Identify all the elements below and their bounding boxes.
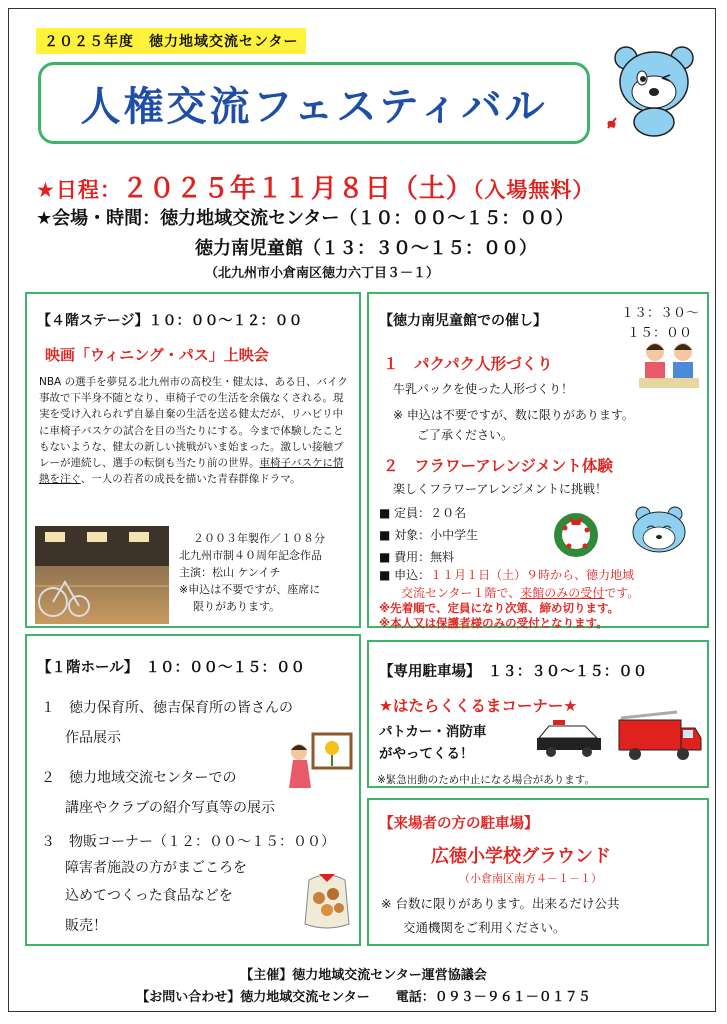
floor1-item1-b: 作品展示 bbox=[65, 730, 121, 746]
venue-line-2: 徳力南児童館（１３：３０～１５：００） bbox=[195, 238, 537, 259]
floor1-item2-a: ２ 徳力地域交流センターでの bbox=[41, 770, 237, 786]
flower-title: ２ フラワーアレンジメント体験 bbox=[383, 457, 613, 475]
hall-header: 【徳力南児童館での催し】 bbox=[379, 313, 547, 329]
credit-note-2: 限りがあります。 bbox=[193, 600, 281, 613]
admission-free: （入場無料） bbox=[472, 178, 595, 202]
date-value: ２０２５年１１月８日（土） bbox=[121, 174, 473, 204]
puppet-note-2: ご了承ください。 bbox=[417, 428, 514, 442]
movie-description bbox=[39, 374, 351, 487]
flower-apply bbox=[379, 566, 634, 583]
floor1-item3-c: 込めてつくった食品などを bbox=[65, 888, 233, 904]
flower-note-b: ※本人又は保護者様のみの受付となります。 bbox=[379, 616, 608, 630]
food-bag-icon bbox=[299, 862, 355, 930]
visitor-place: 広徳小学校グラウンド bbox=[431, 846, 611, 867]
title-box bbox=[38, 62, 590, 144]
hall-time-2: １５：００ bbox=[627, 326, 693, 341]
floor1-item3-b: 障害者施設の方がまごころを bbox=[65, 860, 247, 876]
festival-title: 人権交流フェスティバル bbox=[80, 83, 548, 130]
puppet-note-1: ※ 申込は不要ですが、数に限りがあります。 bbox=[393, 408, 634, 422]
movie-title: 映画「ウィニング・パス」上映会 bbox=[45, 346, 269, 364]
visitor-parking-section bbox=[367, 798, 709, 946]
stage-section bbox=[25, 292, 361, 628]
movie-desc-underline: 車椅子バスケに情熱を注ぐ bbox=[39, 457, 344, 486]
kids-crafting-icon bbox=[637, 338, 701, 390]
puppet-title: １ パクパク人形づくり bbox=[383, 355, 553, 373]
puppet-desc: 牛乳パックを使った人形づくり！ bbox=[393, 382, 574, 396]
venue-line-1: ★会場・時間：徳力地域交流センター（１０：００～１５：００） bbox=[36, 208, 574, 229]
credit-year: ２００３年製作／１０８分 bbox=[193, 532, 325, 545]
apply-walkin: 来館のみの受付 bbox=[520, 586, 605, 600]
parking-note: ※緊急出動のため中止になる場合があります。 bbox=[377, 774, 595, 786]
flower-fee: ■ 費用：無料 bbox=[379, 550, 455, 564]
contact-line: 【お問い合わせ】徳力地域交流センター 電話：０９３－９６１－０１７５ bbox=[136, 990, 591, 1005]
visitor-address: （小倉南区南方４－１－１） bbox=[459, 872, 602, 885]
movie-desc-text: NBA の選手を夢見る北九州市の高校生・健太は、ある日、バイク事故で下半身不随となり、車椅子での生活を余儀なくされる。現実を受け入れられず自暴自棄の生活を送る健太だが、リハビリ中に車椅子バスケの試合を目の当たりにする。今まで体験したこともないような、健太の新しい挑戦がいま始まった。激しい接触プレーが連続し、選手の転倒も当たり前の世界。 bbox=[39, 376, 348, 470]
mascot-small-icon bbox=[627, 504, 691, 554]
vehicles-line-2: がやってくる！ bbox=[379, 746, 474, 762]
floor1-item1-a: １ 徳力保育所、徳吉保育所の皆さんの bbox=[41, 700, 293, 716]
flower-target: ■ 対象：小中学生 bbox=[379, 528, 479, 542]
police-car-icon bbox=[535, 718, 605, 758]
stage-header: 【４階ステージ】１０：００～１２：００ bbox=[37, 313, 303, 329]
mascot-icon bbox=[606, 40, 702, 140]
vehicles-line-1: パトカー・消防車 bbox=[379, 724, 487, 740]
flower-apply-2 bbox=[401, 584, 639, 601]
wreath-icon bbox=[551, 508, 601, 558]
flower-desc: 楽しくフラワーアレンジメントに挑戦！ bbox=[393, 482, 607, 496]
visitor-header: 【来場者の方の駐車場】 bbox=[379, 816, 539, 832]
host-line: 【主催】徳力地域交流センター運営協議会 bbox=[240, 968, 487, 983]
fire-truck-icon bbox=[617, 710, 703, 762]
parking-header: 【専用駐車場】 １３：３０～１５：００ bbox=[379, 664, 648, 680]
movie-desc-end: 、一人の若者の成長を描いた青春群像ドラマ。 bbox=[80, 473, 301, 486]
apply-place: 交流センター１階で、 bbox=[401, 586, 521, 600]
floor1-header: 【１階ホール】 １０：００～１５：００ bbox=[37, 660, 305, 676]
flower-capacity: ■ 定員：２０名 bbox=[379, 506, 467, 520]
visitor-note-1: ※ 台数に限りがあります。出来るだけ公共 bbox=[381, 896, 620, 911]
visitor-note-2: 交通機関をご利用ください。 bbox=[403, 920, 566, 935]
flower-note-a: ※先着順で、定員になり次第、締め切ります。 bbox=[379, 601, 620, 615]
children-hall-section bbox=[367, 292, 709, 628]
credit-note-1: ※申込は不要ですが、座席に bbox=[179, 583, 321, 596]
credit-anniversary: 北九州市制４０周年記念作品 bbox=[179, 549, 322, 562]
date-label: ★日程： bbox=[36, 178, 122, 202]
floor1-item2-b: 講座やクラブの紹介写真等の展示 bbox=[65, 800, 275, 816]
apply-end: です。 bbox=[604, 586, 640, 600]
floor1-item3-d: 販売！ bbox=[65, 918, 107, 934]
apply-date: １１月１日（土）９時から、徳力地域 bbox=[430, 568, 635, 582]
venue-address: （北九州市小倉南区徳力六丁目３－１） bbox=[205, 266, 440, 281]
floor1-item3-a: ３ 物販コーナー（１２：００～１５：００） bbox=[41, 834, 335, 850]
credit-actor: 主演：松山 ケンイチ bbox=[179, 566, 281, 579]
year-tag: ２０２５年度 徳力地域交流センター bbox=[36, 28, 306, 54]
movie-credits bbox=[179, 530, 359, 615]
painting-girl-icon bbox=[285, 730, 355, 790]
work-vehicle-corner: ★はたらくくるまコーナー★ bbox=[379, 697, 578, 715]
apply-label: ■ 申込： bbox=[379, 568, 431, 582]
floor1-section bbox=[25, 634, 361, 946]
parking-section bbox=[367, 640, 709, 788]
wheelchair-gym-photo bbox=[35, 526, 169, 624]
hall-time-1: １３：３０～ bbox=[621, 306, 700, 321]
event-date bbox=[36, 168, 594, 205]
